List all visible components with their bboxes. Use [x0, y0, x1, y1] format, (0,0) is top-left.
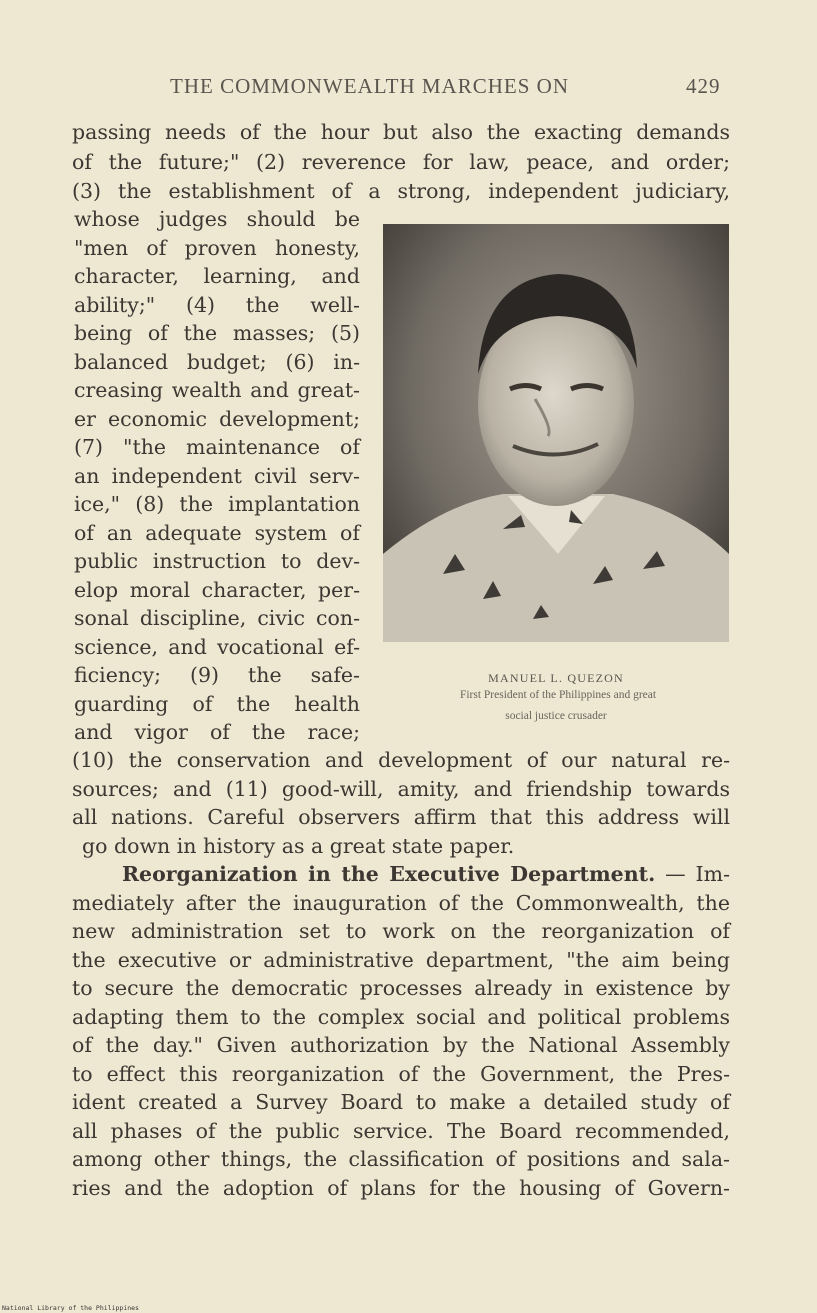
text-line: passing needs of the hour but also the exacting demands: [72, 120, 730, 144]
text-line: sources; and (11) good-will, amity, and friendship towards: [72, 777, 730, 801]
text-line: (10) the conservation and development of our natural re-: [72, 748, 730, 772]
text-line: ice," (8) the implantation: [74, 492, 360, 516]
text-line: whose judges should be: [74, 207, 360, 231]
text-line: (3) the establishment of a strong, independent judiciary,: [72, 179, 730, 203]
text-line: character, learning, and: [74, 264, 360, 288]
text-line: ability;" (4) the well-: [74, 293, 360, 317]
text-line: of an adequate system of: [74, 521, 360, 545]
text-line: being of the masses; (5): [74, 321, 360, 345]
text-line: balanced budget; (6) in-: [74, 350, 360, 374]
text-line: of the day." Given authorization by the National Assembly: [72, 1033, 730, 1057]
section-heading-continuation: — Im-: [655, 862, 731, 886]
text-line: of the future;" (2) reverence for law, peace, and order;: [72, 150, 730, 174]
text-line: to effect this reorganization of the Government, the Pres-: [72, 1062, 730, 1086]
section-heading-line: [122, 864, 730, 885]
text-line: mediately after the inauguration of the Commonwealth, the: [72, 891, 730, 915]
figure-caption-line2: social justice crusader: [505, 710, 607, 722]
text-line: all nations. Careful observers affirm that this address will: [72, 805, 730, 829]
figure-name: MANUEL L. QUEZON: [488, 671, 624, 685]
running-title: THE COMMONWEALTH MARCHES ON: [170, 74, 569, 98]
text-line: go down in history as a great state paper.: [82, 834, 515, 858]
library-watermark: National Library of the Philippines: [2, 1304, 139, 1312]
text-line: the executive or administrative department, "the aim being: [72, 948, 730, 972]
portrait-photo: [383, 224, 729, 642]
text-line: adapting them to the complex social and political problems: [72, 1005, 730, 1029]
text-line: (7) "the maintenance of: [74, 435, 360, 459]
section-heading: Reorganization in the Executive Department.: [122, 862, 656, 886]
text-line: to secure the democratic processes already in existence by: [72, 976, 730, 1000]
running-header: [170, 74, 730, 99]
text-line: ficiency; (9) the safe-: [74, 663, 360, 687]
portrait-illustration: [383, 224, 729, 642]
text-line: all phases of the public service. The Board recommended,: [72, 1119, 730, 1143]
text-line: new administration set to work on the reorganization of: [72, 919, 730, 943]
text-line: science, and vocational ef-: [74, 635, 360, 659]
text-line: and vigor of the race;: [74, 720, 360, 744]
text-line: among other things, the classification of positions and sala-: [72, 1147, 730, 1171]
text-line: creasing wealth and great-: [74, 378, 360, 402]
text-line: sonal discipline, civic con-: [74, 606, 360, 630]
text-line: elop moral character, per-: [74, 578, 360, 602]
text-line: guarding of the health: [74, 692, 360, 716]
text-line: an independent civil serv-: [74, 464, 360, 488]
text-line: "men of proven honesty,: [74, 236, 360, 260]
text-line: ident created a Survey Board to make a detailed study of: [72, 1090, 730, 1114]
text-line: ries and the adoption of plans for the housing of Govern-: [72, 1176, 730, 1200]
page-number: 429: [686, 74, 721, 98]
text-line: public instruction to dev-: [74, 549, 360, 573]
text-line: er economic development;: [74, 407, 360, 431]
figure-caption-line1: First President of the Philippines and great: [459, 689, 657, 701]
